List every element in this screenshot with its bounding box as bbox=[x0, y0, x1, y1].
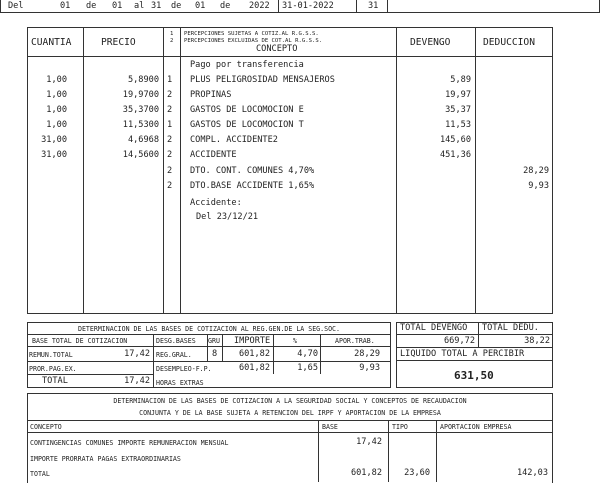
row-cuantia: 31,00 bbox=[41, 150, 67, 160]
bases-header-desg: DESG.BASES bbox=[156, 337, 196, 345]
bases-header-pct: % bbox=[293, 337, 297, 345]
col-divider bbox=[163, 27, 164, 314]
bases-header-gru: GRU bbox=[208, 337, 220, 345]
period-divider bbox=[278, 0, 279, 13]
recaudacion-title-2: CONJUNTA Y DE LA BASE SUJETA A RETENCION DEL IRPF Y APORTACION DE LA EMPRESA bbox=[139, 409, 441, 417]
pror-pag-ex-label: PROR.PAG.EX. bbox=[29, 365, 77, 373]
bases-header-importe: IMPORTE bbox=[234, 336, 271, 346]
recaudacion-divider bbox=[388, 420, 389, 482]
header-devengo: DEVENGO bbox=[410, 37, 451, 48]
row-code: 1 bbox=[167, 75, 173, 85]
row-cuantia: 1,00 bbox=[46, 90, 67, 100]
row-devengo: 35,37 bbox=[445, 105, 471, 115]
horas-extras-label: HORAS EXTRAS bbox=[156, 379, 204, 387]
row-concepto: ACCIDENTE bbox=[190, 150, 237, 160]
total-devengo-value: 669,72 bbox=[443, 336, 475, 346]
recaudacion-divider bbox=[436, 420, 437, 482]
bases-total-label: TOTAL bbox=[42, 376, 68, 386]
col-divider bbox=[83, 27, 84, 314]
row-concepto: GASTOS DE LOCOMOCION T bbox=[190, 120, 304, 130]
total-dedu-value: 38,22 bbox=[524, 336, 550, 346]
desempleo-pct: 1,65 bbox=[297, 363, 318, 373]
row-concepto: PROPINAS bbox=[190, 90, 232, 100]
reg-gral-gru: 8 bbox=[212, 349, 218, 359]
recaudacion-total-label: TOTAL bbox=[30, 470, 50, 478]
period-month-to: 01 bbox=[195, 1, 206, 11]
header-cuantia: CUANTIA bbox=[31, 37, 72, 48]
row-code: 1 bbox=[167, 120, 173, 130]
period-day-to: 31 bbox=[151, 1, 162, 11]
recaudacion-total-tipo: 23,60 bbox=[404, 468, 430, 478]
period-del: Del bbox=[8, 1, 24, 11]
row-cuantia: 31,00 bbox=[41, 135, 67, 145]
bases-divider bbox=[153, 334, 154, 388]
contingencias-label: CONTINGENCIAS COMUNES IMPORTE REMUNERACION MENSUAL bbox=[30, 439, 229, 447]
period-de: de bbox=[86, 1, 97, 11]
recaudacion-header-concepto: CONCEPTO bbox=[30, 423, 62, 431]
header-precio: PRECIO bbox=[101, 37, 136, 48]
recaudacion-header-aportacion: APORTACION EMPRESA bbox=[440, 423, 512, 431]
bases-header-base-total: BASE TOTAL DE COTIZACION bbox=[32, 337, 128, 345]
remun-total-value: 17,42 bbox=[124, 349, 150, 359]
reg-gral-label: REG.GRAL. bbox=[156, 351, 192, 359]
recaudacion-title-1: DETERMINACION DE LAS BASES DE COTIZACION A LA SEGURIDAD SOCIAL Y CONCEPTOS DE RECAUDACION bbox=[113, 397, 467, 405]
totals-line bbox=[396, 334, 553, 335]
contingencias-base: 17,42 bbox=[356, 437, 382, 447]
row-precio: 35,3700 bbox=[122, 105, 159, 115]
bases-title: DETERMINACION DE LAS BASES DE COTIZACION AL REG.GEN.DE LA SEG.SOC. bbox=[77, 325, 340, 333]
row-devengo: 19,97 bbox=[445, 90, 471, 100]
reg-gral-apor: 28,29 bbox=[354, 349, 380, 359]
row-precio: 4,6968 bbox=[127, 135, 159, 145]
total-dedu-label: TOTAL DEDU. bbox=[482, 323, 539, 333]
period-de: de bbox=[220, 1, 231, 11]
totals-line bbox=[396, 360, 553, 361]
header-code-2: 2 bbox=[170, 38, 174, 44]
row-code: 2 bbox=[167, 135, 173, 145]
row-precio: 14,5600 bbox=[122, 150, 159, 160]
desempleo-apor: 9,93 bbox=[359, 363, 380, 373]
bases-divider bbox=[320, 334, 321, 374]
accident-note-date: Del 23/12/21 bbox=[196, 212, 259, 222]
recaudacion-total-base: 601,82 bbox=[350, 468, 382, 478]
row-precio: 5,8900 bbox=[127, 75, 159, 85]
row-concepto: GASTOS DE LOCOMOCION E bbox=[190, 105, 304, 115]
row-cuantia: 1,00 bbox=[46, 120, 67, 130]
period-date: 31-01-2022 bbox=[282, 1, 334, 11]
reg-gral-importe: 601,82 bbox=[238, 349, 270, 359]
row-concepto: COMPL. ACCIDENTE2 bbox=[190, 135, 278, 145]
desempleo-importe: 601,82 bbox=[238, 363, 270, 373]
recaudacion-header-tipo: TIPO bbox=[392, 423, 408, 431]
recaudacion-line bbox=[27, 432, 553, 433]
row-code: 2 bbox=[167, 181, 173, 191]
bases-line bbox=[27, 361, 391, 362]
row-precio: 11,5300 bbox=[122, 120, 159, 130]
col-divider bbox=[180, 27, 181, 314]
total-devengo-label: TOTAL DEVENGO bbox=[400, 323, 468, 333]
row-concepto: DTO. CONT. COMUNES 4,70% bbox=[190, 166, 315, 176]
row-precio: 19,9700 bbox=[122, 90, 159, 100]
bases-total-value: 17,42 bbox=[124, 376, 150, 386]
col-divider bbox=[475, 27, 476, 314]
header-concepto: CONCEPTO bbox=[256, 44, 298, 54]
reg-gral-pct: 4,70 bbox=[297, 349, 318, 359]
recaudacion-total-aportacion: 142,03 bbox=[516, 468, 548, 478]
period-al: al bbox=[134, 1, 145, 11]
header-deduccion: DEDUCCION bbox=[483, 37, 535, 48]
recaudacion-header-base: BASE bbox=[322, 423, 338, 431]
row-cuantia: 1,00 bbox=[46, 75, 67, 85]
row-cuantia: 1,00 bbox=[46, 105, 67, 115]
header-code-1: 1 bbox=[170, 31, 174, 37]
header-perc-sujetas: PERCEPCIONES SUJETAS A COTIZ.AL R.G.S.S. bbox=[184, 31, 319, 37]
bases-line bbox=[27, 346, 391, 347]
header-perc-excluidas: PERCEPCIONES EXCLUIDAS DE COT.AL R.G.S.S. bbox=[184, 38, 323, 44]
desempleo-label: DESEMPLEO-F.P. bbox=[156, 365, 212, 373]
prorrata-label: IMPORTE PRORRATA PAGAS EXTRAORDINARIAS bbox=[30, 455, 181, 463]
period-day-from: 01 bbox=[60, 1, 71, 11]
bases-header-apor: APOR.TRAB. bbox=[335, 337, 375, 345]
recaudacion-line bbox=[27, 420, 553, 421]
row-devengo: 5,89 bbox=[450, 75, 471, 85]
totals-divider bbox=[478, 322, 479, 347]
row-code: 2 bbox=[167, 150, 173, 160]
row-code: 2 bbox=[167, 166, 173, 176]
row-deduccion: 28,29 bbox=[523, 166, 549, 176]
remun-total-label: REMUN.TOTAL bbox=[29, 351, 73, 359]
accident-note-label: Accidente: bbox=[190, 198, 242, 208]
row-devengo: 451,36 bbox=[439, 150, 471, 160]
recaudacion-divider bbox=[318, 420, 319, 482]
period-year: 2022 bbox=[249, 1, 270, 11]
liquido-value: 631,50 bbox=[454, 369, 494, 382]
period-days: 31 bbox=[368, 1, 379, 11]
col-divider bbox=[396, 27, 397, 314]
totals-line bbox=[396, 347, 553, 348]
period-month-from: 01 bbox=[112, 1, 123, 11]
period-divider bbox=[387, 0, 388, 13]
row-devengo: 145,60 bbox=[439, 135, 471, 145]
row-concepto: DTO.BASE ACCIDENTE 1,65% bbox=[190, 181, 315, 191]
row-code: 2 bbox=[167, 90, 173, 100]
period-de: de bbox=[171, 1, 182, 11]
row-devengo: 11,53 bbox=[445, 120, 471, 130]
bases-line bbox=[27, 374, 153, 375]
row-concepto: PLUS PELIGROSIDAD MENSAJEROS bbox=[190, 75, 335, 85]
row-deduccion: 9,93 bbox=[528, 181, 549, 191]
period-divider bbox=[356, 0, 357, 13]
bases-line bbox=[27, 334, 391, 335]
row-code: 2 bbox=[167, 105, 173, 115]
payment-note: Pago por transferencia bbox=[190, 60, 304, 70]
liquido-label: LIQUIDO TOTAL A PERCIBIR bbox=[400, 349, 525, 359]
